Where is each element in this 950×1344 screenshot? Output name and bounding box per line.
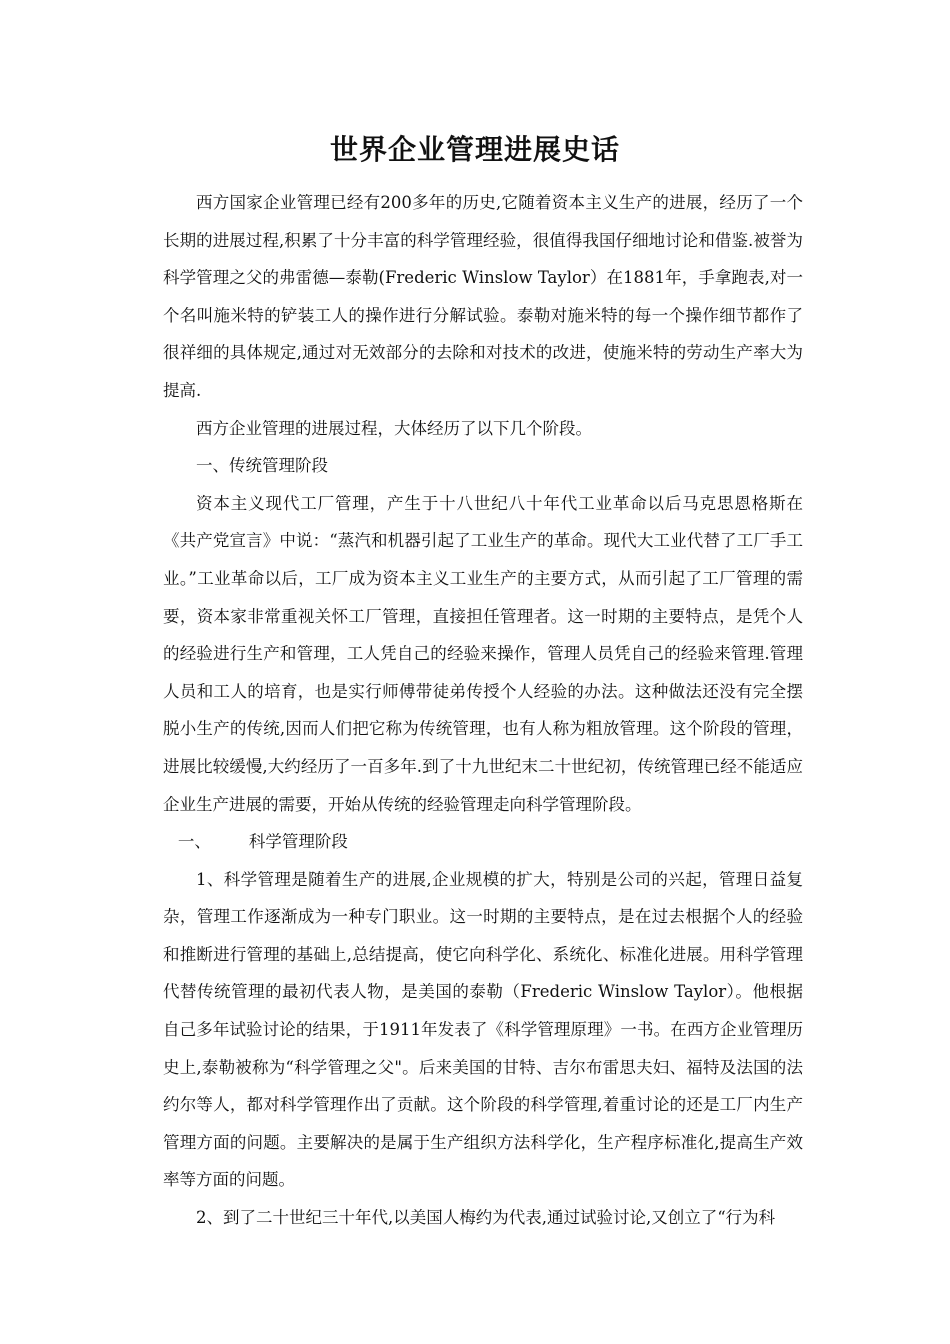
document-title: 世界企业管理进展史话: [329, 133, 620, 166]
paragraph-intro: 西方国家企业管理已经有200多年的历史,它随着资本主义生产的进展，经历了一个长期的进展过程,积累了十分丰富的科学管理经验，很值得我国仔细地讨论和借鉴.被誉为科学管理之父的弗雷德—泰勒(Frederic Winslow Taylor）在1881年，手拿跑表,对一个名叫施米特的铲装工人的操作进行分解试验。泰勒对施米特的每一个操作细节都作了很祥细的具体规定,通过对无效部分的去除和对技术的改进，使施米特的劳动生产率大为提高.: [163, 193, 803, 400]
section-number: 一、: [177, 832, 211, 852]
section-heading-traditional: [163, 447, 803, 485]
paragraph-scientific-management: 1、科学管理是随着生产的进展,企业规模的扩大，特别是公司的兴起，管理日益复杂，管理工作逐渐成为一种专门职业。这一时期的主要特点，是在过去根据个人的经验和推断进行管理的基础上,总结提高，使它向科学化、系统化、标准化进展。用科学管理代替传统管理的最初代表人物，是美国的泰勒（Frederic Winslow Taylor）。他根据自己多年试验讨论的结果，于1911年发表了《科学管理原理》一书。在西方企业管理历史上,泰勒被称为“科学管理之父"。后来美国的甘特、吉尔布雷思夫妇、福特及法国的法约尔等人，都对科学管理作出了贡献。这个阶段的科学管理,着重讨论的还是工厂内生产管理方面的问题。主要解决的是属于生产组织方法科学化，生产程序标准化,提高生产效率等方面的问题。: [163, 869, 803, 1190]
paragraph-traditional-management: 资本主义现代工厂管理，产生于十八世纪八十年代工业革命以后马克思恩格斯在《共产党宣言》中说：“蒸汽和机器引起了工业生产的革命。现代大工业代替了工厂手工业。”工业革命以后，工厂成为资本主义工业生产的主要方式，从而引起了工厂管理的需要，资本家非常重视关怀工厂管理，直接担任管理者。这一时期的主要特点，是凭个人的经验进行生产和管理，工人凭自己的经验来操作，管理人员凭自己的经验来管理.管理人员和工人的培育，也是实行师傅带徒弟传授个人经验的办法。这种做法还没有完全摆脱小生产的传统,因而人们把它称为传统管理，也有人称为粗放管理。这个阶段的管理，进展比较缓慢,大约经历了一百多年.到了十九世纪末二十世纪初，传统管理已经不能适应企业生产进展的需要，开始从传统的经验管理走向科学管理阶段。: [163, 493, 803, 814]
document-body: [163, 184, 803, 1237]
section-number: 一、: [196, 456, 229, 476]
paragraph-stages-overview: 西方企业管理的进展过程，大体经历了以下几个阶段。: [196, 418, 592, 438]
paragraph-behavioral-science: 2、到了二十世纪三十年代,以美国人梅约为代表,通过试验讨论,又创立了“行为科: [196, 1208, 776, 1228]
section-title: 传统管理阶段: [229, 456, 328, 476]
section-title: 科学管理阶段: [248, 832, 348, 852]
section-heading-scientific: [163, 823, 803, 861]
